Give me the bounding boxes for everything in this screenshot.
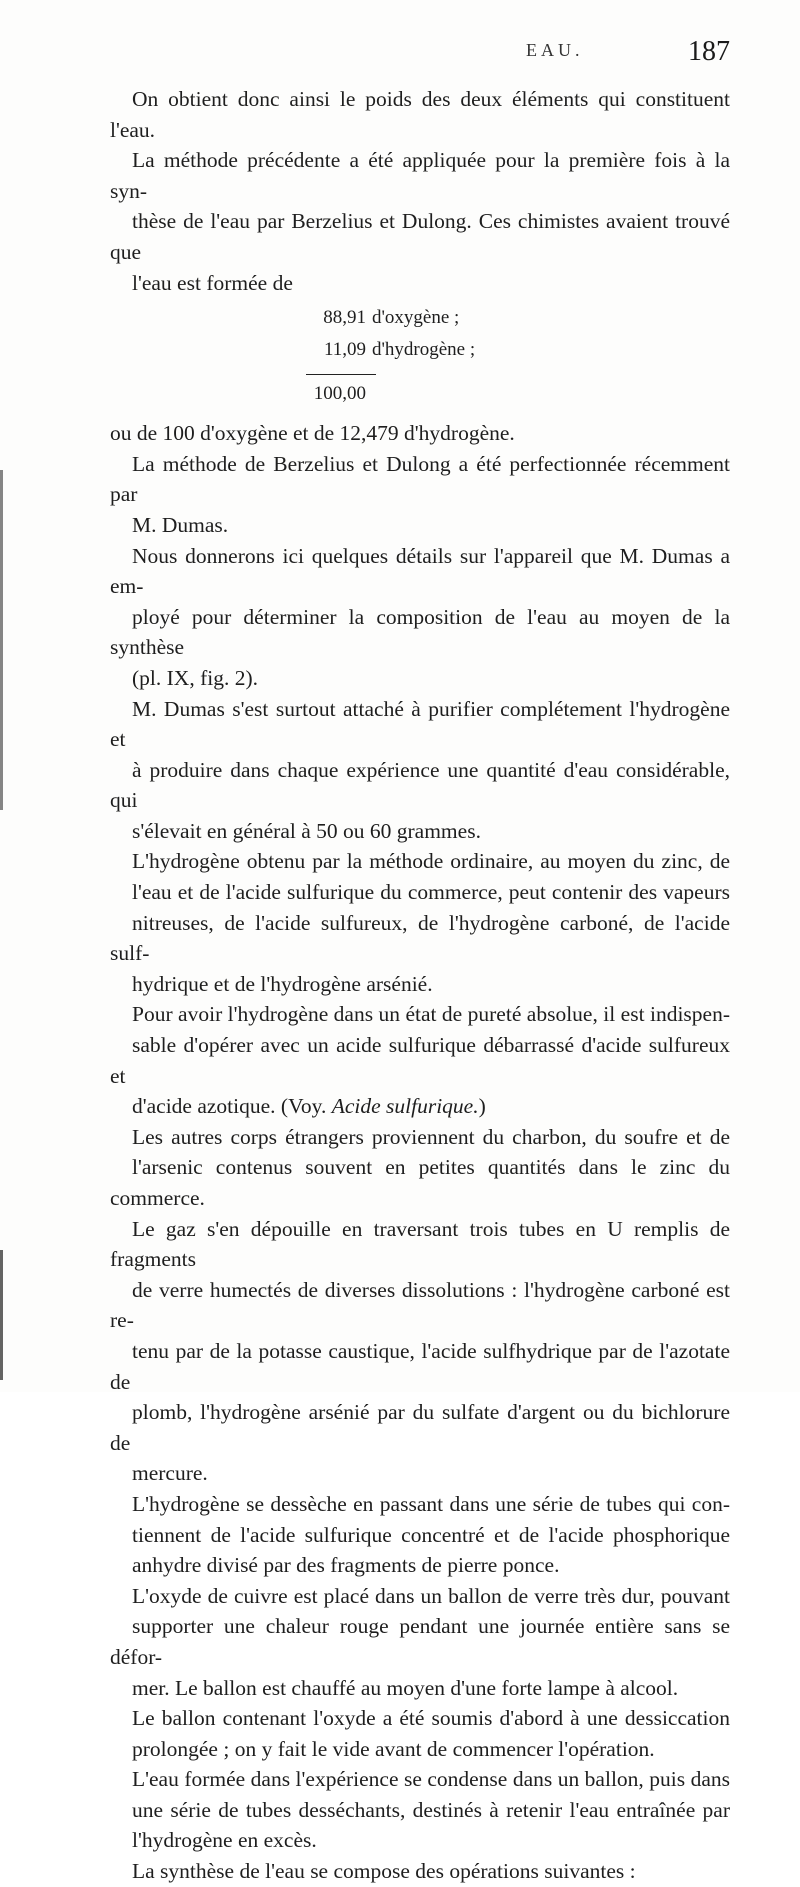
text-line: à produire dans chaque expérience une quantité d'eau considérable, qui	[110, 757, 730, 813]
text-line: sable d'opérer avec un acide sulfurique débarrassé d'acide sulfureux et	[110, 1033, 730, 1088]
hydrogen-value: 11,09	[323, 339, 366, 361]
page-number: 187	[688, 36, 730, 67]
text-line: La méthode précédente a été appliquée pour la première fois à la syn-	[110, 148, 730, 203]
text-line: l'hydrogène en excès.	[132, 1828, 317, 1853]
text-line: M. Dumas.	[132, 512, 229, 537]
text-line	[110, 1091, 730, 1122]
paragraph	[110, 1764, 730, 1856]
left-edge-mark	[0, 1250, 3, 1380]
paragraph	[110, 1703, 730, 1764]
paragraph	[110, 1122, 730, 1489]
total-value: 100,00	[313, 383, 366, 405]
text-line: M. Dumas s'est surtout attaché à purifier complétement l'hydrogène et	[110, 696, 730, 752]
text-line: La synthèse de l'eau se compose des opérations suivantes :	[132, 1859, 636, 1884]
text-line: l'eau et de l'acide sulfurique du commerce, peut contenir des vapeurs	[132, 880, 730, 905]
text-line: tiennent de l'acide sulfurique concentré et de l'acide phosphorique	[132, 1522, 730, 1547]
text-line: nitreuses, de l'acide sulfureux, de l'hydrogène carboné, de l'acide sulf-	[110, 910, 730, 966]
text-line: l'arsenic contenus souvent en petites quantités dans le zinc du commerce.	[110, 1155, 730, 1210]
text-line: ployé pour déterminer la composition de l'eau au moyen de la synthèse	[110, 604, 730, 660]
paragraph	[110, 1856, 730, 1887]
text-line: (pl. IX, fig. 2).	[132, 665, 258, 690]
text-line: La méthode de Berzelius et Dulong a été perfectionnée récemment par	[110, 451, 730, 507]
text-line: L'oxyde de cuivre est placé dans un ballon de verre très dur, pouvant	[132, 1583, 730, 1608]
paragraph	[110, 1581, 730, 1703]
formula-row-hydrogen	[300, 338, 475, 362]
text-line: ou de 100 d'oxygène et de 12,479 d'hydrogène.	[110, 421, 515, 446]
hydrogen-label: d'hydrogène ;	[372, 339, 476, 361]
oxygen-label: d'oxygène ;	[372, 307, 460, 329]
formula-row-total	[300, 382, 372, 406]
text-line: hydrique et de l'hydrogène arsénié.	[132, 971, 433, 996]
running-head: EAU.	[526, 40, 584, 60]
paragraph	[110, 694, 730, 847]
formula-row-oxygen	[300, 306, 459, 330]
composition-formula	[110, 300, 730, 412]
text-line: plomb, l'hydrogène arsénié par du sulfate d'argent ou du bichlorure de	[110, 1400, 730, 1455]
text-line: supporter une chaleur rouge pendant une journée entière sans se défor-	[110, 1614, 730, 1669]
text-line: une série de tubes desséchants, destinés à retenir l'eau entraînée par	[132, 1797, 730, 1822]
paragraph	[110, 449, 730, 541]
cross-reference: Acide sulfurique.	[331, 1094, 479, 1119]
paragraph	[110, 999, 730, 1121]
text-line: l'eau est formée de	[132, 270, 293, 295]
text-line: mer. Le ballon est chauffé au moyen d'une forte lampe à alcool.	[132, 1675, 679, 1700]
left-edge-mark	[0, 470, 3, 810]
text-line: anhydre divisé par des fragments de pierre ponce.	[132, 1553, 560, 1578]
text-line: Les autres corps étrangers proviennent du charbon, du soufre et de	[132, 1124, 730, 1149]
text-line: On obtient donc ainsi le poids des deux éléments qui constituent l'eau.	[110, 87, 730, 142]
text-line: thèse de l'eau par Berzelius et Dulong. Ces chimistes avaient trouvé que	[110, 209, 730, 264]
text-line: L'eau formée dans l'expérience se condense dans un ballon, puis dans	[132, 1767, 730, 1792]
text-line: Le ballon contenant l'oxyde a été soumis d'abord à une dessiccation	[132, 1706, 730, 1731]
paragraph	[110, 1489, 730, 1581]
text-line: tenu par de la potasse caustique, l'acide sulfhydrique par de l'azotate de	[110, 1338, 730, 1394]
paragraph	[110, 846, 730, 999]
text-line: de verre humectés de diverses dissolutions : l'hydrogène carboné est re-	[110, 1277, 730, 1333]
text-line: Le gaz s'en dépouille en traversant trois tubes en U remplis de fragments	[110, 1216, 730, 1272]
text-line: Pour avoir l'hydrogène dans un état de pureté absolue, il est indispen-	[132, 1002, 730, 1027]
text-line: s'élevait en général à 50 ou 60 grammes.	[132, 818, 481, 843]
text-fragment: )	[478, 1094, 486, 1119]
sum-rule	[306, 374, 376, 375]
paragraph	[110, 84, 730, 298]
text-line: prolongée ; on y fait le vide avant de commencer l'opération.	[132, 1736, 655, 1761]
oxygen-value: 88,91	[323, 307, 366, 329]
text-line: Nous donnerons ici quelques détails sur l'appareil que M. Dumas a em-	[110, 543, 730, 599]
text-line: mercure.	[132, 1461, 208, 1486]
paragraph	[110, 541, 730, 694]
body-text	[110, 84, 730, 1887]
text-line: L'hydrogène se dessèche en passant dans une série de tubes qui con-	[132, 1491, 730, 1516]
paragraph	[110, 418, 730, 449]
text-line: L'hydrogène obtenu par la méthode ordinaire, au moyen du zinc, de	[132, 849, 730, 874]
page-header	[110, 36, 730, 70]
text-fragment: d'acide azotique. (Voy.	[132, 1094, 332, 1119]
